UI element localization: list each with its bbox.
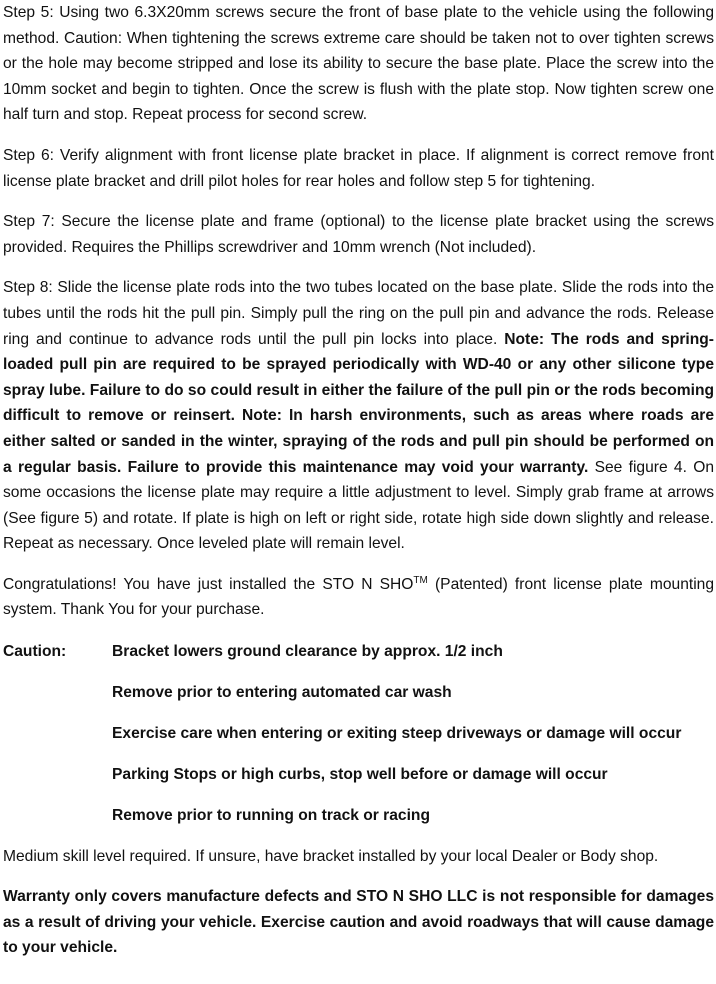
congrats-text-after: (Patented) front license plate mounting system. Thank You for your purchase. <box>3 575 715 619</box>
warranty-paragraph: Warranty only covers manufacture defects and STO N SHO LLC is not responsible for damages as a result of driving your vehicle. Exercise caution and avoid roadways that will cause damage to your vehicle. <box>3 888 714 957</box>
step-8-outro: See figure 4. On some occasions the license plate may require a little adjustment to level. Simply grab frame at arrows (See figure 5) and rotate. If plate is high on left or right side, rotate high side down slightly and release. Repeat as necessary. Once leveled plate will remain level. <box>3 458 715 553</box>
caution-item-text: Remove prior to entering automated car wash <box>112 684 452 702</box>
step-7-paragraph: Step 7: Secure the license plate and frame (optional) to the license plate bracket using the screws provided. Requires the Phillips screwdriver and 10mm wrench (Not included). <box>3 213 714 256</box>
caution-item <box>3 762 714 788</box>
caution-item <box>3 680 714 706</box>
caution-item-text: Parking Stops or high curbs, stop well before or damage will occur <box>112 766 608 784</box>
caution-item <box>3 639 714 665</box>
congrats-text-before: Congratulations! You have just installed the STO N SHO <box>3 575 414 593</box>
caution-label: Caution: <box>3 643 67 661</box>
caution-list <box>3 639 714 829</box>
caution-item-text: Exercise care when entering or exiting steep driveways or damage will occur <box>112 725 682 743</box>
step-6-paragraph: Step 6: Verify alignment with front license plate bracket in place. If alignment is correct remove front license plate bracket and drill pilot holes for rear holes and follow step 5 for tightening. <box>3 146 714 190</box>
caution-item <box>3 721 714 747</box>
step-8-intro: Step 8: Slide the license plate rods into the two tubes located on the base plate. Slide the rods into the tubes until the rods hit the pull pin. Simply pull the ring on the pull pin and advance the rods. Release ring and continue to advance rods until the pull pin locks into place. <box>3 279 714 348</box>
trademark-mark: TM <box>413 574 428 586</box>
skill-level-paragraph: Medium skill level required. If unsure, have bracket installed by your local Dealer or Body shop. <box>3 847 659 865</box>
step-8-maintenance-note: Note: The rods and spring-loaded pull pin are required to be sprayed periodically with WD-40 or any other silicone type spray lube. Failure to do so could result in either the failure of the pull pin or the rods becoming difficult to remove or reinsert. Note: In harsh environments, such as areas where roads are either salted or sanded in the winter, spraying of the rods and pull pin should be performed on a regular basis. Failure to provide this maintenance may void your warranty. <box>3 330 714 476</box>
congratulations-paragraph <box>3 572 714 623</box>
caution-item-text: Bracket lowers ground clearance by approx. 1/2 inch <box>112 643 503 661</box>
step-8-paragraph <box>3 275 714 557</box>
caution-item-text: Remove prior to running on track or racing <box>112 807 430 824</box>
caution-item <box>3 803 714 829</box>
step-5-paragraph: Step 5: Using two 6.3X20mm screws secure the front of base plate to the vehicle using the following method. Caution: When tightening the screws extreme care should be taken not to over tighten screws or the hole may become stripped and lose its ability to secure the base plate. Place the screw into the 10mm socket and begin to tighten. Once the screw is flush with the plate stop. Now tighten screw one half turn and stop. Repeat process for second screw. <box>3 4 714 124</box>
